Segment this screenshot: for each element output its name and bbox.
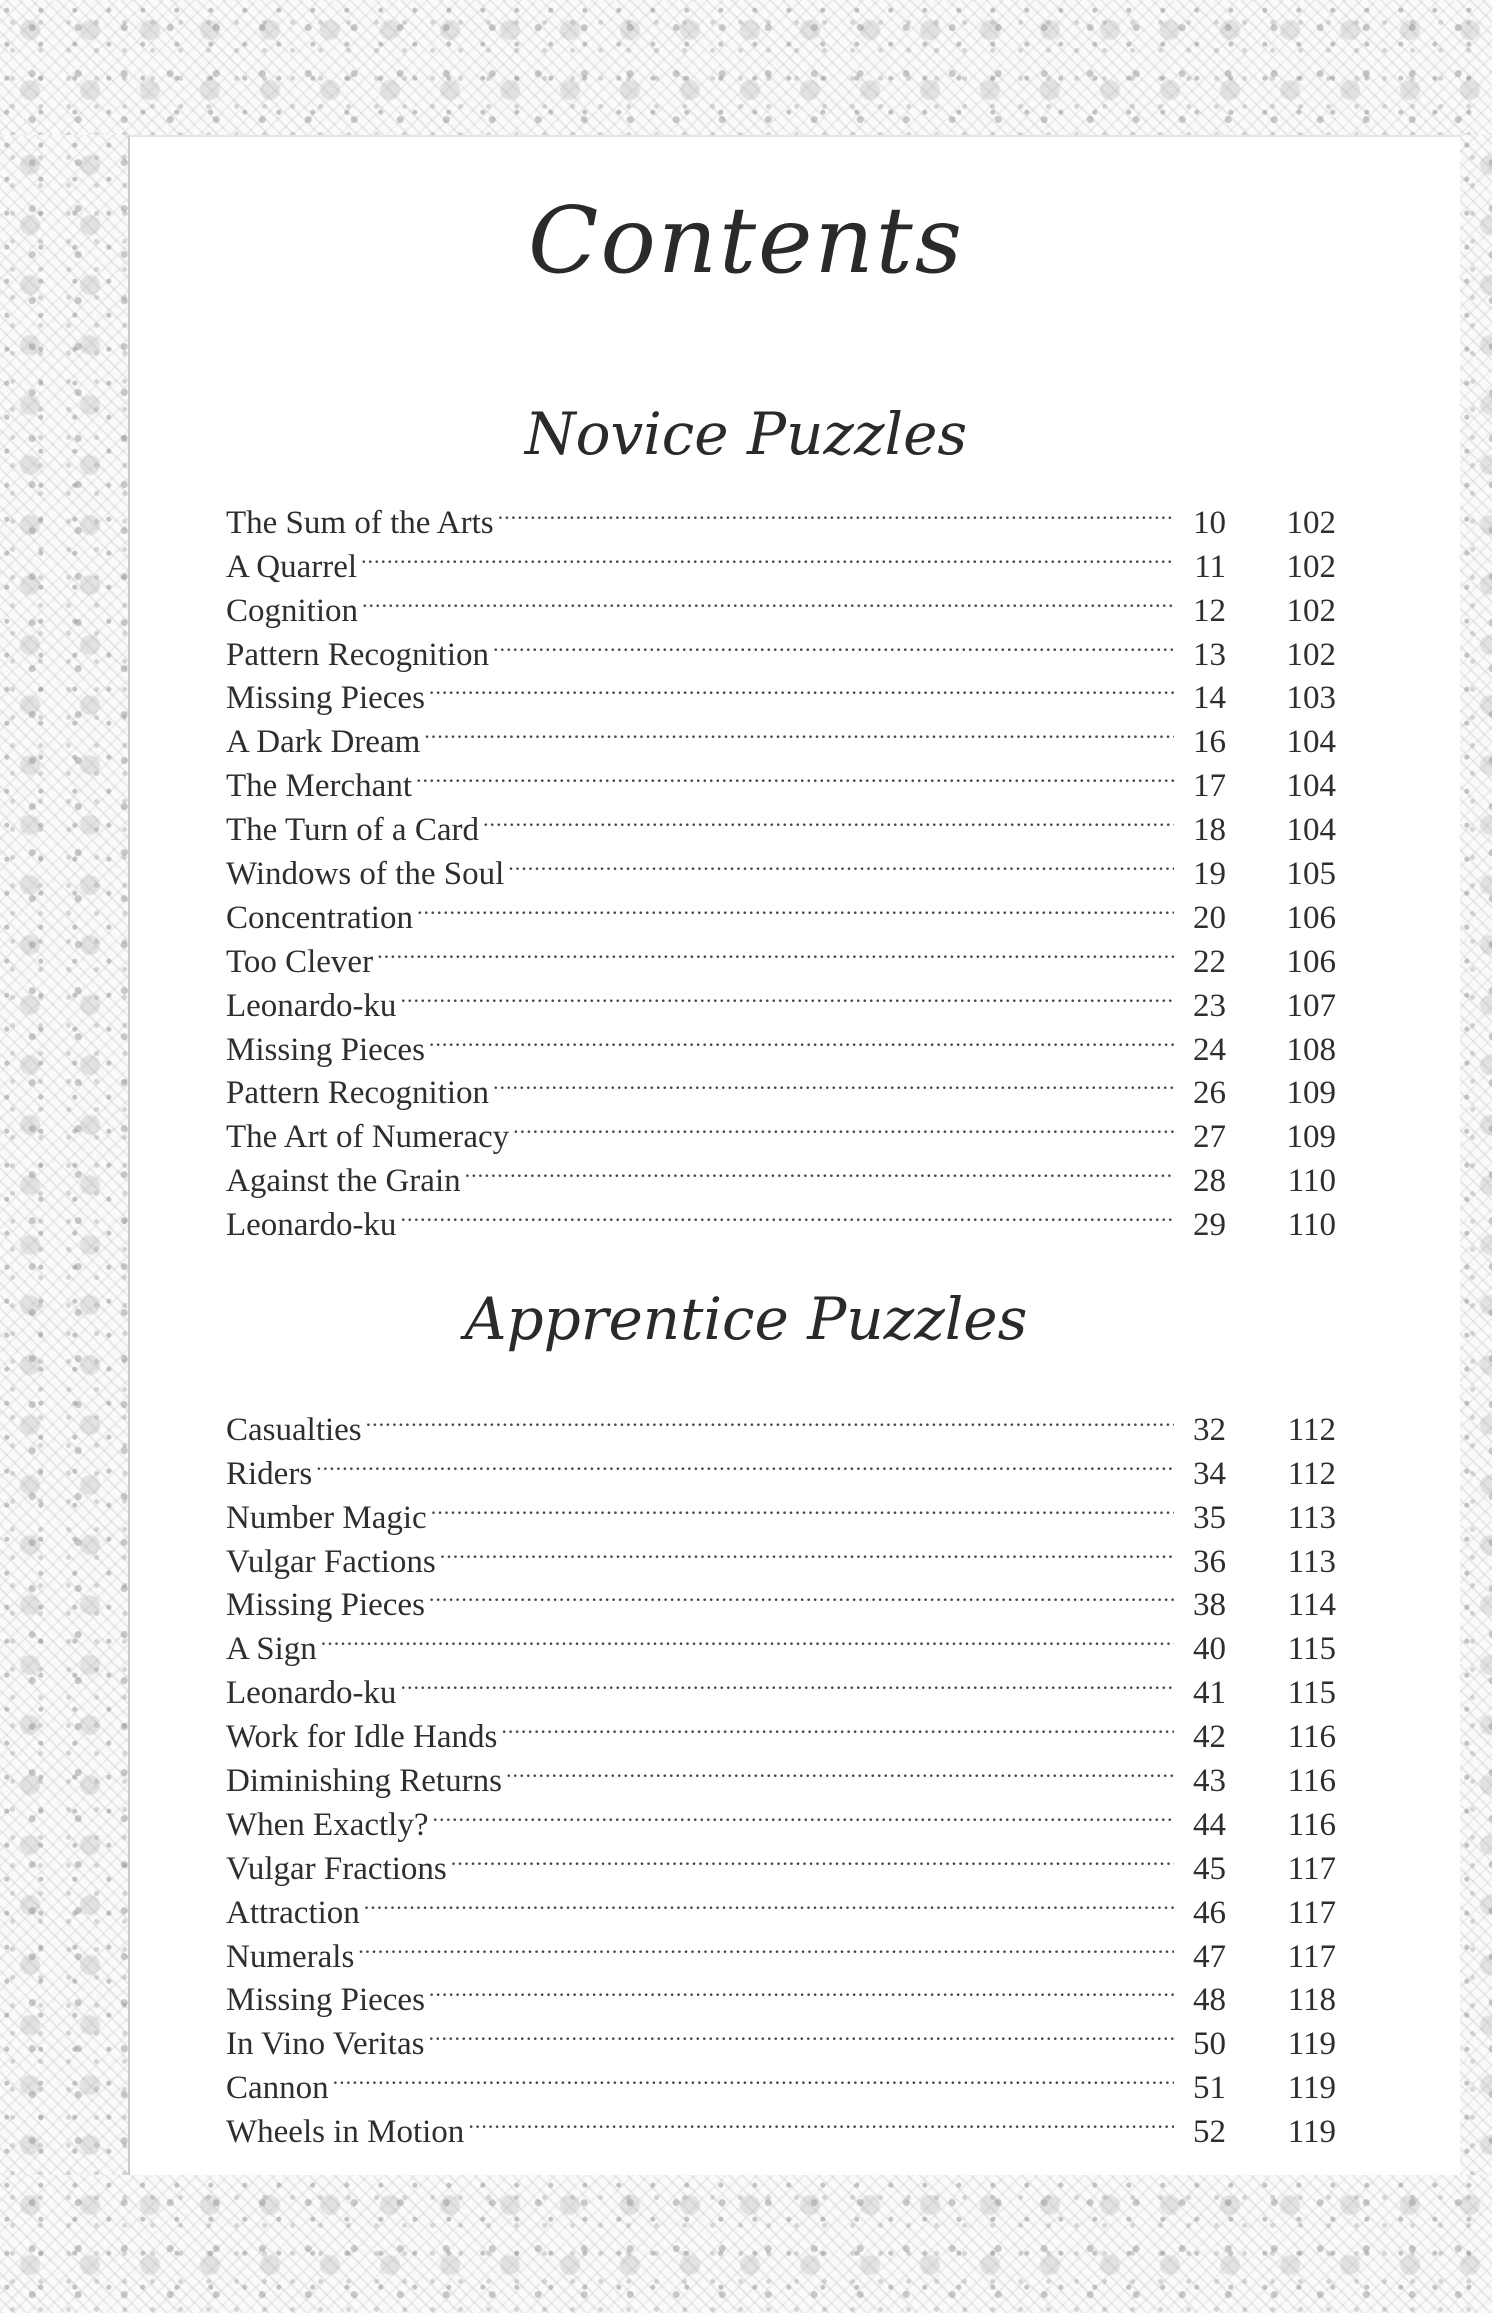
toc-entry-page-number: 41 xyxy=(1193,1675,1226,1712)
toc-entry-answer-page: 106 xyxy=(1286,899,1336,936)
toc-dot-leader xyxy=(366,1396,1174,1440)
toc-entry-answer-page: 119 xyxy=(1287,2026,1336,2063)
toc-entry-answer-page: 102 xyxy=(1286,592,1336,629)
toc-entry-answer-page: 103 xyxy=(1286,680,1336,717)
toc-entry-title: Leonardo-ku xyxy=(226,1675,397,1712)
toc-entry[interactable] xyxy=(226,1967,1336,2019)
toc-dot-leader xyxy=(440,1528,1174,1572)
toc-entry[interactable] xyxy=(226,1484,1336,1536)
toc-entry-title: The Turn of a Card xyxy=(226,812,479,849)
toc-entry-answer-page: 117 xyxy=(1287,1938,1336,1975)
toc-entry-answer-page: 106 xyxy=(1286,943,1336,980)
toc-dot-leader xyxy=(432,1791,1174,1835)
toc-dot-leader xyxy=(429,1572,1174,1616)
toc-dot-leader xyxy=(508,840,1174,884)
toc-entry-page-number: 13 xyxy=(1193,636,1226,673)
toc-entry[interactable] xyxy=(226,1923,1336,1975)
toc-dot-leader xyxy=(465,1147,1174,1191)
toc-entry-page-number: 18 xyxy=(1193,812,1226,849)
toc-entry-title: Missing Pieces xyxy=(226,680,425,717)
toc-entry-title: Wheels in Motion xyxy=(226,2114,465,2151)
toc-entry-title: Attraction xyxy=(226,1894,360,1931)
toc-entry-page-number: 23 xyxy=(1193,987,1226,1024)
toc-dot-leader xyxy=(483,796,1174,840)
toc-entry-title: The Art of Numeracy xyxy=(226,1119,510,1156)
toc-entry-page-number: 42 xyxy=(1193,1719,1226,1756)
toc-dot-leader xyxy=(428,2010,1174,2054)
toc-entry-answer-page: 102 xyxy=(1286,548,1336,585)
toc-entry-page-number: 14 xyxy=(1193,680,1226,717)
toc-entry-title: Work for Idle Hands xyxy=(226,1719,498,1756)
toc-entry[interactable] xyxy=(226,1659,1336,1712)
toc-entry-answer-page: 102 xyxy=(1286,636,1336,673)
toc-entry-answer-page: 115 xyxy=(1287,1675,1336,1712)
toc-entry-page-number: 40 xyxy=(1193,1631,1226,1668)
toc-entry-page-number: 35 xyxy=(1193,1499,1226,1536)
toc-entry-answer-page: 105 xyxy=(1286,856,1336,893)
toc-entry-answer-page: 109 xyxy=(1286,1119,1336,1156)
toc-entry[interactable] xyxy=(226,2098,1336,2151)
toc-entry-title: Against the Grain xyxy=(226,1163,461,1200)
toc-dot-leader xyxy=(429,665,1174,709)
toc-dot-leader xyxy=(321,1615,1174,1659)
toc-entry-title: Vulgar Factions xyxy=(226,1543,436,1580)
toc-entry-answer-page: 108 xyxy=(1286,1031,1336,1068)
toc-entry[interactable] xyxy=(226,489,1336,541)
toc-entry[interactable] xyxy=(226,1879,1336,1931)
toc-dot-leader xyxy=(468,2098,1174,2142)
toc-entry-answer-page: 117 xyxy=(1287,1850,1336,1887)
toc-dot-leader xyxy=(506,1747,1174,1791)
toc-dot-leader xyxy=(400,1659,1174,1703)
toc-entry-answer-page: 119 xyxy=(1287,2070,1336,2107)
toc-dot-leader xyxy=(493,1060,1174,1104)
toc-entry-page-number: 12 xyxy=(1193,592,1226,629)
toc-entry[interactable] xyxy=(226,2054,1336,2107)
toc-dot-leader xyxy=(417,884,1174,928)
toc-dot-leader xyxy=(416,752,1174,796)
toc-dot-leader xyxy=(400,972,1174,1016)
toc-dot-leader xyxy=(362,577,1174,621)
toc-entry-page-number: 51 xyxy=(1193,2070,1226,2107)
toc-entry-page-number: 24 xyxy=(1193,1031,1226,1068)
toc-entry-title: A Dark Dream xyxy=(226,724,421,761)
toc-entry[interactable] xyxy=(226,621,1336,673)
page-title: Contents xyxy=(528,187,964,294)
toc-entry-title: Leonardo-ku xyxy=(226,1207,397,1244)
toc-entry[interactable] xyxy=(226,1440,1336,1492)
toc-entry-answer-page: 118 xyxy=(1287,1982,1336,2019)
toc-entry[interactable] xyxy=(226,1615,1336,1668)
toc-dot-leader xyxy=(498,489,1174,533)
toc-entry[interactable] xyxy=(226,577,1336,629)
toc-dot-leader xyxy=(333,2054,1174,2098)
toc-dot-leader xyxy=(501,1703,1174,1747)
toc-entry-page-number: 34 xyxy=(1193,1455,1226,1492)
toc-entry-answer-page: 110 xyxy=(1287,1163,1336,1200)
toc-entry-title: Pattern Recognition xyxy=(226,1075,490,1112)
toc-entry[interactable] xyxy=(226,972,1336,1024)
toc-dot-leader xyxy=(513,1103,1174,1147)
toc-entry-answer-page: 113 xyxy=(1287,1543,1336,1580)
toc-entry[interactable] xyxy=(226,533,1336,585)
toc-dot-leader xyxy=(316,1440,1174,1484)
toc-entry-title: Missing Pieces xyxy=(226,1587,425,1624)
toc-entry-title: Number Magic xyxy=(226,1499,427,1536)
toc-entry-answer-page: 119 xyxy=(1287,2114,1336,2151)
toc-dot-leader xyxy=(358,1923,1174,1967)
toc-entry-title: The Sum of the Arts xyxy=(226,504,494,541)
toc-entry-page-number: 10 xyxy=(1193,504,1226,541)
toc-entry-title: Missing Pieces xyxy=(226,1982,425,2019)
toc-list-novice xyxy=(226,489,1336,1244)
section-heading-apprentice: Apprentice Puzzles xyxy=(464,1285,1028,1353)
toc-entry[interactable] xyxy=(226,1396,1336,1448)
toc-entry-title: A Quarrel xyxy=(226,548,358,585)
toc-entry-answer-page: 110 xyxy=(1287,1207,1336,1244)
toc-entry-page-number: 38 xyxy=(1193,1587,1226,1624)
toc-entry-answer-page: 116 xyxy=(1287,1763,1336,1800)
toc-entry-page-number: 11 xyxy=(1194,548,1226,585)
toc-entry-answer-page: 104 xyxy=(1286,812,1336,849)
toc-dot-leader xyxy=(377,928,1174,972)
toc-entry-page-number: 32 xyxy=(1193,1411,1226,1448)
toc-dot-leader xyxy=(364,1879,1174,1923)
toc-entry-answer-page: 112 xyxy=(1287,1411,1336,1448)
toc-entry-answer-page: 107 xyxy=(1286,987,1336,1024)
toc-entry-answer-page: 114 xyxy=(1287,1587,1336,1624)
toc-entry-title: Numerals xyxy=(226,1938,355,1975)
toc-dot-leader xyxy=(400,1191,1174,1235)
toc-entry-page-number: 44 xyxy=(1193,1806,1226,1843)
toc-entry-page-number: 19 xyxy=(1193,856,1226,893)
toc-entry-title: Cognition xyxy=(226,592,359,629)
toc-dot-leader xyxy=(361,533,1174,577)
toc-entry-title: Vulgar Fractions xyxy=(226,1850,447,1887)
toc-dot-leader xyxy=(451,1835,1174,1879)
toc-entry-page-number: 20 xyxy=(1193,899,1226,936)
toc-entry-title: Missing Pieces xyxy=(226,1031,425,1068)
toc-entry-title: Leonardo-ku xyxy=(226,987,397,1024)
toc-entry-page-number: 17 xyxy=(1193,768,1226,805)
toc-entry-answer-page: 113 xyxy=(1287,1499,1336,1536)
toc-entry-title: Too Clever xyxy=(226,943,374,980)
toc-entry[interactable] xyxy=(226,928,1336,980)
toc-entry-page-number: 47 xyxy=(1193,1938,1226,1975)
toc-entry-title: Windows of the Soul xyxy=(226,856,505,893)
toc-entry-page-number: 28 xyxy=(1193,1163,1226,1200)
toc-dot-leader xyxy=(424,708,1174,752)
toc-entry-answer-page: 109 xyxy=(1286,1075,1336,1112)
toc-entry-answer-page: 115 xyxy=(1287,1631,1336,1668)
toc-entry-page-number: 43 xyxy=(1193,1763,1226,1800)
toc-entry-page-number: 36 xyxy=(1193,1543,1226,1580)
toc-entry-page-number: 27 xyxy=(1193,1119,1226,1156)
toc-entry-page-number: 50 xyxy=(1193,2026,1226,2063)
toc-list-apprentice xyxy=(226,1396,1336,2151)
section-heading-novice: Novice Puzzles xyxy=(524,400,968,468)
toc-entry-title: In Vino Veritas xyxy=(226,2026,425,2063)
toc-entry-title: When Exactly? xyxy=(226,1806,429,1843)
toc-entry-answer-page: 104 xyxy=(1286,724,1336,761)
toc-entry-page-number: 48 xyxy=(1193,1982,1226,2019)
toc-dot-leader xyxy=(429,1967,1174,2011)
toc-entry-title: Pattern Recognition xyxy=(226,636,490,673)
toc-entry-title: Cannon xyxy=(226,2070,329,2107)
toc-entry-page-number: 16 xyxy=(1193,724,1226,761)
toc-entry-page-number: 29 xyxy=(1193,1207,1226,1244)
toc-entry-title: Riders xyxy=(226,1455,313,1492)
toc-entry-title: Concentration xyxy=(226,899,413,936)
toc-entry-answer-page: 102 xyxy=(1286,504,1336,541)
toc-entry-page-number: 26 xyxy=(1193,1075,1226,1112)
toc-entry-title: Diminishing Returns xyxy=(226,1763,502,1800)
toc-entry-answer-page: 104 xyxy=(1286,768,1336,805)
toc-entry-answer-page: 116 xyxy=(1287,1806,1336,1843)
toc-entry-title: The Merchant xyxy=(226,768,412,805)
toc-entry-title: A Sign xyxy=(226,1631,317,1668)
toc-entry-title: Casualties xyxy=(226,1411,362,1448)
toc-entry-answer-page: 117 xyxy=(1287,1894,1336,1931)
toc-entry-page-number: 52 xyxy=(1193,2114,1226,2151)
toc-dot-leader xyxy=(429,1016,1174,1060)
toc-entry-page-number: 46 xyxy=(1193,1894,1226,1931)
toc-dot-leader xyxy=(431,1484,1174,1528)
toc-dot-leader xyxy=(493,621,1174,665)
toc-entry-answer-page: 116 xyxy=(1287,1719,1336,1756)
toc-entry-answer-page: 112 xyxy=(1287,1455,1336,1492)
toc-entry-page-number: 45 xyxy=(1193,1850,1226,1887)
toc-entry-page-number: 22 xyxy=(1193,943,1226,980)
